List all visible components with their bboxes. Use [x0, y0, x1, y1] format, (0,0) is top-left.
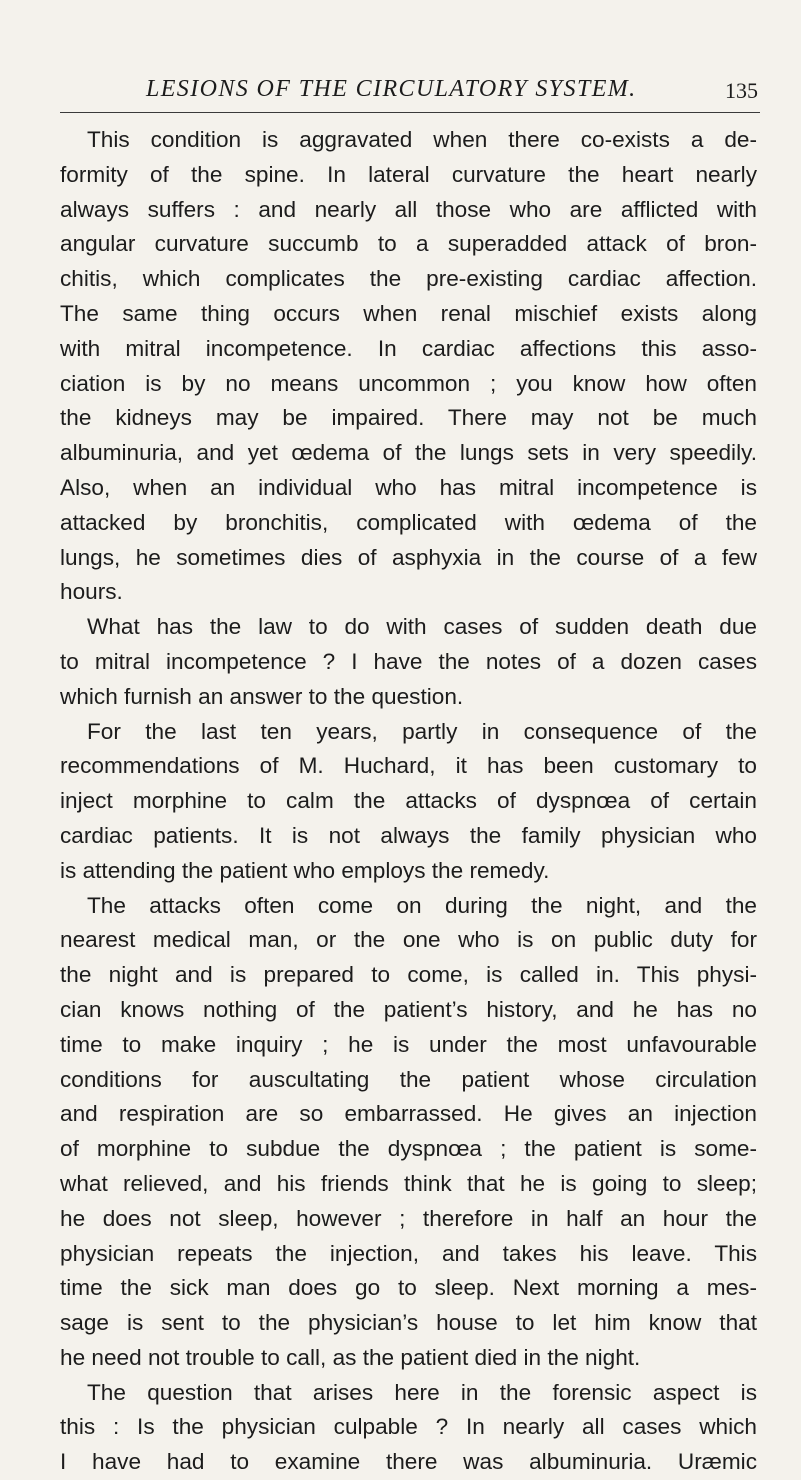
text-line: always suffers : and nearly all those who are afflicted with [60, 196, 757, 222]
text-line: what relieved, and his friends think that he is going to sleep; [60, 1170, 757, 1196]
text-line: formity of the spine. In lateral curvature the heart nearly [60, 161, 757, 187]
text-line: attacked by bronchitis, complicated with œdema of the [60, 509, 757, 535]
running-head [60, 72, 760, 112]
text-line: Also, when an individual who has mitral incompetence is [60, 474, 757, 500]
text-line: This condition is aggravated when there co-exists a de- [87, 127, 757, 152]
page-number: 135 [725, 78, 758, 103]
text-line: sage is sent to the physician’s house to let him know that [60, 1310, 757, 1336]
text-line: hours. [60, 579, 123, 605]
text-line: nearest medical man, or the one who is on public duty for [60, 927, 757, 953]
running-title: LESIONS OF THE CIRCULATORY SYSTEM. [146, 76, 637, 102]
text-line: conditions for auscultating the patient whose circulation [60, 1066, 757, 1092]
text-line: this : Is the physician culpable ? In nearly all cases which [60, 1414, 757, 1440]
text-line: For the last ten years, partly in consequence of the [87, 718, 757, 744]
text-line: with mitral incompetence. In cardiac affections this asso- [60, 335, 757, 361]
text-line: lungs, he sometimes dies of asphyxia in the course of a few [60, 544, 757, 570]
text-line: ciation is by no means uncommon ; you know how often [60, 370, 757, 396]
text-line: cian knows nothing of the patient’s history, and he has no [60, 996, 757, 1022]
body-text [60, 123, 757, 1480]
text-line: What has the law to do with cases of sudden death due [87, 614, 757, 640]
text-line: cardiac patients. It is not always the family physician who [60, 822, 757, 848]
text-line: physician repeats the injection, and takes his leave. This [60, 1240, 757, 1266]
text-line: I have had to examine there was albuminuria. Uræmic [60, 1449, 757, 1475]
text-line: angular curvature succumb to a superadded attack of bron- [60, 231, 757, 257]
text-line: The question that arises here in the forensic aspect is [87, 1379, 757, 1405]
text-line: the kidneys may be impaired. There may not be much [60, 405, 757, 431]
text-line: is attending the patient who employs the remedy. [60, 857, 550, 883]
text-line: recommendations of M. Huchard, it has been customary to [60, 753, 757, 779]
text-line: albuminuria, and yet œdema of the lungs sets in very speedily. [60, 440, 757, 466]
text-line: The attacks often come on during the night, and the [87, 892, 757, 918]
header-rule [60, 112, 760, 113]
text-line: time to make inquiry ; he is under the most unfavourable [60, 1031, 757, 1057]
text-line: of morphine to subdue the dyspnœa ; the patient is some- [60, 1136, 757, 1162]
text-line: which furnish an answer to the question. [60, 683, 464, 709]
text-line: chitis, which complicates the pre-existing cardiac affection. [60, 266, 757, 292]
text-line: The same thing occurs when renal mischief exists along [60, 300, 757, 326]
text-line: inject morphine to calm the attacks of dyspnœa of certain [60, 788, 757, 814]
text-line: time the sick man does go to sleep. Next morning a mes- [60, 1275, 757, 1301]
text-line: he does not sleep, however ; therefore in half an hour the [60, 1205, 757, 1231]
text-line: he need not trouble to call, as the patient died in the night. [60, 1344, 641, 1370]
text-line: the night and is prepared to come, is called in. This physi- [60, 962, 757, 988]
text-line: to mitral incompetence ? I have the notes of a dozen cases [60, 648, 757, 674]
text-line: and respiration are so embarrassed. He gives an injection [60, 1101, 757, 1127]
